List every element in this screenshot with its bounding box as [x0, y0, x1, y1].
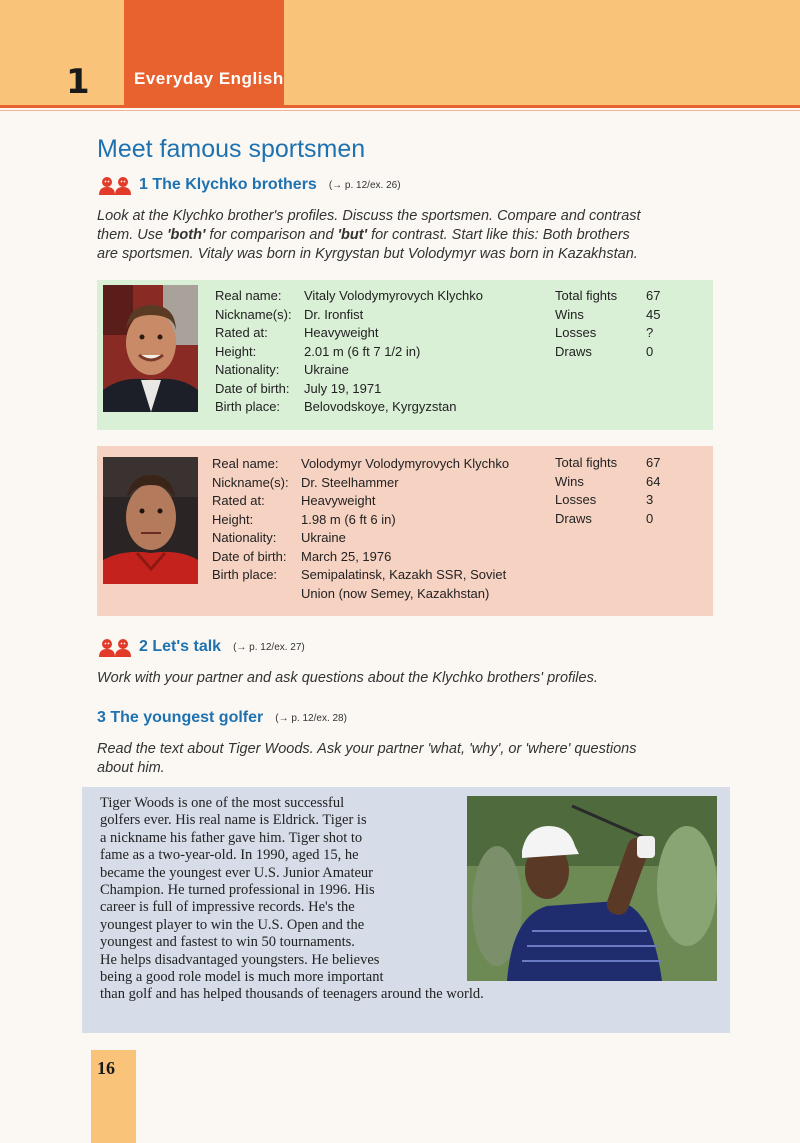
fact-row: Nickname(s): Dr. Ironfist [215, 306, 364, 322]
text-line: youngest player to win the U.S. Open and the [100, 916, 365, 933]
page-title: Meet famous sportsmen [97, 135, 366, 163]
text-line: a nickname his father gave him. Tiger shot to [100, 829, 363, 846]
profile-1-facts [215, 287, 536, 417]
fact-row: Real name: Vitaly Volodymyrovych Klychko [215, 288, 483, 303]
exercise-3-reference: (→ p. 12/ex. 28) [275, 712, 347, 724]
stat-row: Total fights 67 [555, 455, 661, 470]
stat-row: Wins 64 [555, 473, 661, 489]
fact-row: Rated at: Heavyweight [212, 493, 376, 508]
text-line: Tiger Woods is one of the most successful [100, 795, 345, 811]
profile-2-stats [555, 454, 660, 528]
instruction-line: Read the text about Tiger Woods. Ask your partner 'what, 'why', or 'where' questions [97, 741, 637, 757]
fact-row: Birth place: Semipalatinsk, Kazakh SSR, Soviet [212, 567, 507, 582]
instruction-line: are sportsmen. Vitaly was born in Kyrgystan but Volodymyr was born in Kazakhstan. [97, 246, 638, 262]
exercise-3-instruction [97, 740, 707, 778]
stat-row: Losses ? [555, 325, 654, 340]
fact-row: Date of birth: July 19, 1971 [215, 380, 382, 396]
section-title: Everyday English [134, 69, 284, 88]
unit-number: 1 [66, 62, 90, 102]
text-line: youngest and fastest to win 50 tournaments. [100, 934, 355, 951]
text-line: became the youngest ever U.S. Junior Amateur [100, 864, 374, 881]
page-number: 16 [97, 1058, 115, 1078]
fact-row: Union (now Semey, Kazakhstan) [301, 585, 490, 601]
exercise-3-heading [97, 709, 347, 727]
fact-row: Date of birth: March 25, 1976 [212, 548, 392, 564]
fact-row: Birth place: Belovodskoye, Kyrgyzstan [215, 399, 457, 414]
exercise-2-heading [97, 637, 305, 657]
profile-1-stats [555, 287, 660, 361]
exercise-1-instruction [97, 207, 707, 264]
fact-row: Height: 2.01 m (6 ft 7 1/2 in) [215, 343, 421, 359]
stat-row: Draws 0 [555, 510, 654, 526]
header-band [0, 0, 800, 105]
tiger-woods-text [100, 795, 600, 1004]
instruction-line: Look at the Klychko brother's profiles. Discuss the sportsmen. Compare and contrast [97, 208, 641, 224]
stat-row: Total fights 67 [555, 288, 661, 303]
portrait-image [103, 457, 198, 584]
instruction-line: about him. [97, 760, 165, 776]
stat-row: Wins 45 [555, 306, 661, 322]
text-line: than golf and has helped thousands of teenagers around the world. [100, 986, 484, 1003]
header-section-tab [124, 0, 284, 105]
exercise-1-heading [97, 175, 401, 195]
pair-work-icon [97, 175, 133, 195]
fact-row: Nickname(s): Dr. Steelhammer [212, 474, 399, 490]
header-divider-thin [0, 110, 800, 111]
text-line: being a good role model is much more important [100, 969, 384, 986]
pair-work-icon [97, 637, 133, 657]
profile-2-facts [212, 455, 533, 603]
fact-row: Real name: Volodymyr Volodymyrovych Klychko [212, 456, 510, 471]
stat-row: Draws 0 [555, 343, 654, 359]
exercise-1-reference: (→ p. 12/ex. 26) [328, 179, 401, 191]
header-divider [0, 105, 800, 108]
fact-row: Nationality: Ukraine [215, 362, 349, 377]
photo-vitaly [103, 285, 198, 412]
exercise-3-title: 3 The youngest golfer [97, 709, 264, 726]
fact-row: Height: 1.98 m (6 ft 6 in) [212, 511, 396, 527]
fact-row: Rated at: Heavyweight [215, 325, 379, 340]
exercise-2-instruction: Work with your partner and ask questions about the Klychko brothers' profiles. [97, 670, 598, 686]
text-line: fame as a two-year-old. In 1990, aged 15, he [100, 847, 359, 864]
portrait-image [103, 285, 198, 412]
text-line: golfers ever. His real name is Eldrick. Tiger is [100, 812, 367, 829]
text-line: Champion. He turned professional in 1996. His [100, 882, 375, 899]
text-line: career is full of impressive records. He's the [100, 899, 355, 916]
text-line: He helps disadvantaged youngsters. He believes [100, 951, 380, 968]
photo-volodymyr [103, 457, 198, 584]
exercise-2-title: 2 Let's talk [139, 638, 222, 655]
exercise-1-title: 1 The Klychko brothers [139, 176, 317, 193]
fact-row: Nationality: Ukraine [212, 530, 346, 545]
stat-row: Losses 3 [555, 492, 654, 507]
instruction-line: them. Use 'both' for comparison and 'but' for contrast. Start like this: Both brothers [97, 227, 630, 243]
exercise-2-reference: (→ p. 12/ex. 27) [233, 641, 305, 653]
